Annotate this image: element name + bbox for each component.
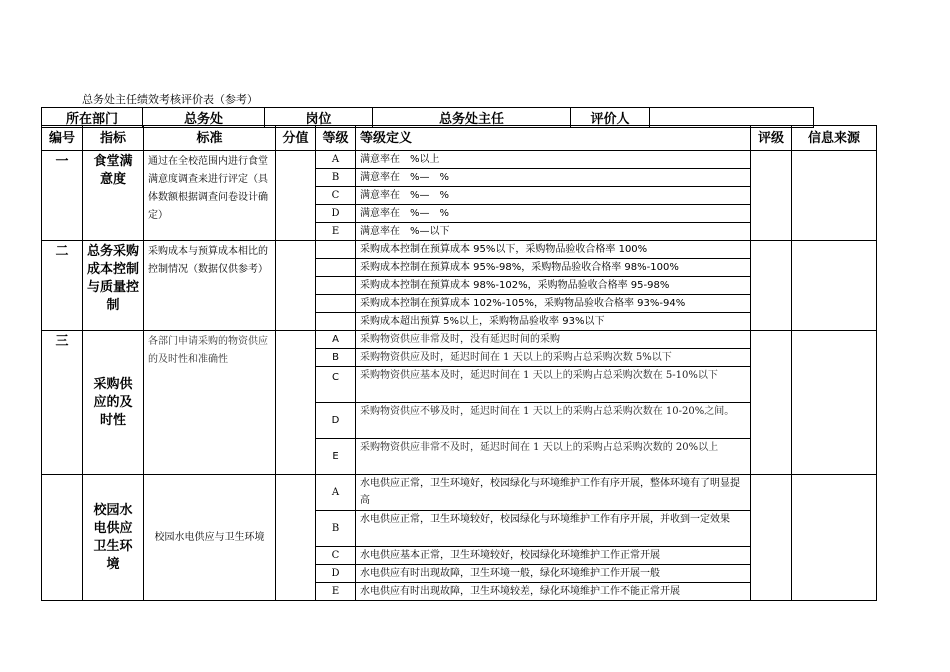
grade-cell: [316, 313, 356, 331]
grade-cell: A: [316, 331, 356, 349]
section-indicator: 校园水电供应卫生环境: [83, 475, 144, 601]
grade-cell: B: [316, 169, 356, 187]
grade-definition: 采购物资供应及时，延迟时间在 1 天以上的采购占总采购次数 5%以下: [356, 349, 751, 367]
grade-definition: 采购成本控制在预算成本 98%-102%，采购物品验收合格率 95-98%: [356, 277, 751, 295]
grade-definition: 满意率在 %— %: [356, 205, 751, 223]
section-number: 三: [42, 331, 83, 475]
dept-value: 总务处: [143, 108, 265, 128]
section-number: [42, 475, 83, 601]
grade-cell: [316, 259, 356, 277]
grade-definition: 采购成本超出预算 5%以上，采购物品验收率 93%以下: [356, 313, 751, 331]
section-indicator: 总务采购成本控制与质量控制: [83, 241, 144, 331]
evaluator-label: 评价人: [571, 108, 650, 128]
grade-definition: 采购成本控制在预算成本 102%-105%，采购物品验收合格率 93%-94%: [356, 295, 751, 313]
grade-definition: 水电供应有时出现故障，卫生环境一般，绿化环境维护工作开展一般: [356, 565, 751, 583]
grade-definition: 满意率在 %—以下: [356, 223, 751, 241]
col-header-source: 信息来源: [792, 126, 877, 151]
table-row: [42, 331, 877, 349]
evaluation-table: [41, 125, 877, 601]
section-standard: 采购成本与预算成本相比的控制情况（数据仅供参考）: [144, 241, 276, 331]
source-cell[interactable]: [792, 241, 877, 331]
section-standard: 通过在全校范围内进行食堂满意度调查来进行评定（具体数额根据调查问卷设计确定）: [144, 151, 276, 241]
dept-label: 所在部门: [42, 108, 143, 128]
grade-cell: D: [316, 403, 356, 439]
section-standard: 校园水电供应与卫生环境: [144, 475, 276, 601]
grade-cell: B: [316, 349, 356, 367]
rating-cell[interactable]: [751, 241, 792, 331]
page-title: 总务处主任绩效考核评价表（参考）: [82, 93, 258, 106]
grade-definition: 满意率在 %— %: [356, 169, 751, 187]
grade-cell: D: [316, 565, 356, 583]
score-cell[interactable]: [276, 475, 316, 601]
table-row: [42, 151, 877, 169]
grade-cell: A: [316, 475, 356, 511]
grade-definition: 满意率在 %— %: [356, 187, 751, 205]
source-cell[interactable]: [792, 151, 877, 241]
grade-cell: E: [316, 223, 356, 241]
score-cell[interactable]: [276, 331, 316, 475]
rating-cell[interactable]: [751, 331, 792, 475]
grade-cell: C: [316, 367, 356, 403]
grade-cell: E: [316, 583, 356, 601]
grade-definition: 采购物资供应不够及时，延迟时间在 1 天以上的采购占总采购次数在 10-20%之间。: [356, 403, 751, 439]
grade-definition: 水电供应正常，卫生环境好，校园绿化与环境维护工作有序开展，整体环境有了明显提高: [356, 475, 751, 511]
rating-cell[interactable]: [751, 151, 792, 241]
grade-cell: [316, 295, 356, 313]
score-cell[interactable]: [276, 151, 316, 241]
post-value: 总务处主任: [373, 108, 571, 128]
grade-cell: C: [316, 187, 356, 205]
col-header-standard: 标准: [144, 126, 276, 151]
table-row: [42, 241, 877, 259]
grade-definition: 满意率在 %以上: [356, 151, 751, 169]
section-indicator: 食堂满意度: [83, 151, 144, 241]
post-label: 岗位: [265, 108, 373, 128]
score-cell[interactable]: [276, 241, 316, 331]
section-number: 二: [42, 241, 83, 331]
section-indicator: 采购供应的及时性: [83, 331, 144, 475]
section-standard: 各部门申请采购的物资供应的及时性和准确性: [144, 331, 276, 475]
section-number: 一: [42, 151, 83, 241]
grade-definition: 采购成本控制在预算成本 95%以下，采购物品验收合格率 100%: [356, 241, 751, 259]
grade-cell: D: [316, 205, 356, 223]
source-cell[interactable]: [792, 475, 877, 601]
col-header-num: 编号: [42, 126, 83, 151]
grade-definition: 采购物资供应基本及时，延迟时间在 1 天以上的采购占总采购次数在 5-10%以下: [356, 367, 751, 403]
rating-cell[interactable]: [751, 475, 792, 601]
table-row: [42, 475, 877, 511]
col-header-rating: 评级: [751, 126, 792, 151]
grade-cell: [316, 277, 356, 295]
grade-definition: 水电供应基本正常，卫生环境较好，校园绿化环境维护工作正常开展: [356, 547, 751, 565]
grade-cell: E: [316, 439, 356, 475]
grade-cell: C: [316, 547, 356, 565]
grade-definition: 采购物资供应非常不及时，延迟时间在 1 天以上的采购占总采购次数的 20%以上: [356, 439, 751, 475]
grade-definition: 水电供应正常，卫生环境较好，校园绿化与环境维护工作有序开展，并收到一定效果: [356, 511, 751, 547]
grade-cell: B: [316, 511, 356, 547]
grade-definition: 采购成本控制在预算成本 95%-98%，采购物品验收合格率 98%-100%: [356, 259, 751, 277]
col-header-indicator: 指标: [83, 126, 144, 151]
grade-cell: A: [316, 151, 356, 169]
column-header-row: [42, 126, 877, 151]
col-header-grade: 等级: [316, 126, 356, 151]
col-header-score: 分值: [276, 126, 316, 151]
grade-cell: [316, 241, 356, 259]
source-cell[interactable]: [792, 331, 877, 475]
grade-definition: 采购物资供应非常及时，没有延迟时间的采购: [356, 331, 751, 349]
col-header-definition: 等级定义: [356, 126, 751, 151]
grade-definition: 水电供应有时出现故障，卫生环境较差，绿化环境维护工作不能正常开展: [356, 583, 751, 601]
